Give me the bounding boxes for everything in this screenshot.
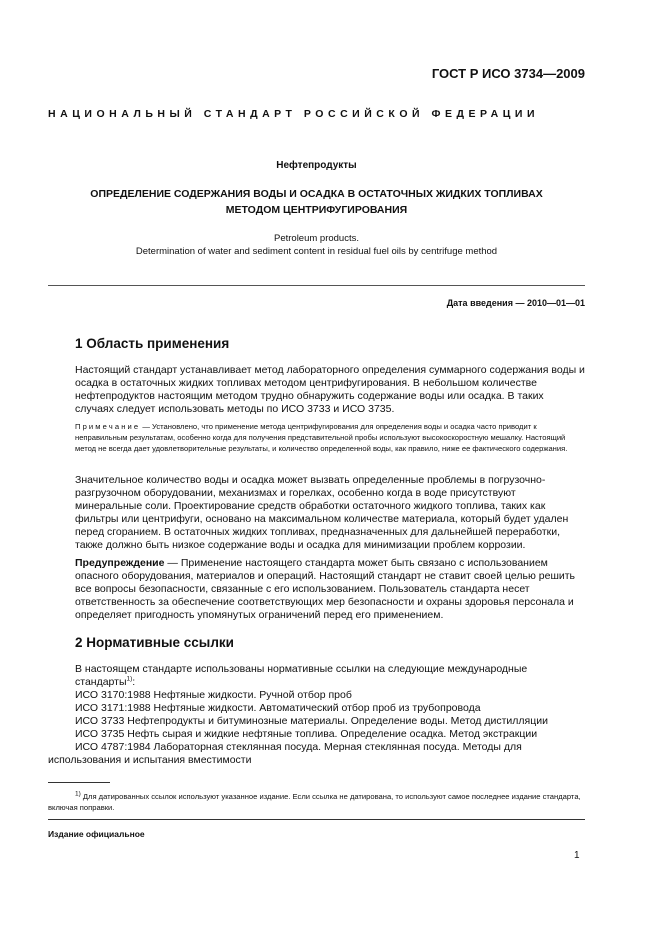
reference-item: ИСО 3733 Нефтепродукты и битуминозные материалы. Определение воды. Метод дистилляции: [75, 715, 548, 727]
edition-label: Издание официальное: [48, 829, 145, 839]
warning-text: — Применение настоящего стандарта может быть связано с использованием опасного оборудования, материалов и операций. Настоящий стандарт не ставит своей целью решить все вопросы безопасности, связанные с его использованием. Пользователь стандарта несет ответственность за обеспечение соответствующих мер безопасности и охраны здоровья персонала и определяет пригодность упомянутых ограничений перед его применением.: [75, 557, 576, 621]
page-number: 1: [574, 850, 580, 861]
english-title-line-2: Determination of water and sediment content in residual fuel oils by centrifuge method: [135, 246, 498, 257]
section-1-paragraph-2: Значительное количество воды и осадка может вызвать определенные проблемы в погрузочно-разгрузочном оборудовании, механизмах и горелках, особенно когда в воде присутствуют минеральные соли. Проектирование средств обработки остаточного жидкого топлива, таких как фильтры или центрифуги, основано на максимальном количестве материала, который будет удален перед сгоранием. В остаточных жидких топливах, предназначенных для дальнейшей переработки, также должно быть низкое содержание воды и осадка для минимизации проблем коррозии.: [75, 474, 569, 551]
footnote-marker: 1): [75, 790, 81, 798]
reference-list: [75, 689, 585, 754]
standard-id: ГОСТ Р ИСО 3734—2009: [431, 66, 585, 81]
section-1-note: [75, 421, 585, 455]
introduction-date: Дата введения — 2010—01—01: [446, 298, 585, 308]
footnote-text: Для датированных ссылок используют указанное издание. Если ссылка не датирована, то используют самое последнее издание стандарта, включая поправки.: [48, 792, 581, 812]
section-2-intro-text: В настоящем стандарте использованы нормативные ссылки на следующие международные стандарты: [75, 663, 528, 688]
english-title-line-1: Petroleum products.: [273, 233, 359, 244]
header-divider: [48, 285, 585, 286]
document-title: [48, 186, 585, 218]
section-2-heading: 2 Нормативные ссылки: [75, 635, 234, 650]
note-text: — Установлено, что применение метода центрифугирования для определения воды и осадка часто приводит к неправильным результатам, особенно когда для получения представительной пробы используют высокоскоростную мешалку. Настоящий метод не всегда дает удовлетворительные результаты, и количество определенной воды, как правило, ниже ее фактического содержания.: [75, 422, 568, 454]
reference-item: ИСО 3170:1988 Нефтяные жидкости. Ручной отбор проб: [75, 689, 352, 701]
edition-divider: [48, 819, 585, 820]
note-label: Примечание: [75, 422, 141, 431]
reference-item: ИСО 3735 Нефть сырая и жидкие нефтяные топлива. Определение осадка. Метод экстракции: [75, 728, 538, 740]
reference-item-continuation: использования и испытания вместимости: [48, 754, 252, 766]
title-line-1: ОПРЕДЕЛЕНИЕ СОДЕРЖАНИЯ ВОДЫ И ОСАДКА В ОСТАТОЧНЫХ ЖИДКИХ ТОПЛИВАХ: [90, 188, 543, 200]
section-2-intro-end: :: [132, 676, 136, 688]
section-1-heading: 1 Область применения: [75, 336, 230, 351]
national-standard-banner: НАЦИОНАЛЬНЫЙ СТАНДАРТ РОССИЙСКОЙ ФЕДЕРАЦИИ: [48, 108, 540, 120]
footnote-ref: 1): [126, 675, 133, 683]
warning-label: Предупреждение: [75, 557, 165, 569]
footnote: [48, 791, 585, 813]
english-title: [48, 232, 585, 258]
section-1-paragraph-1: Настоящий стандарт устанавливает метод лабораторного определения суммарного содержания воды и осадка в остаточных жидких топливах методом центрифугирования. В небольшом количестве нефтепродуктов настоящим методом трудно обнаружить содержание воды или осадка. В таких случаях следует использовать методы по ИСО 3733 и ИСО 3735.: [75, 364, 585, 415]
footnote-divider: [48, 782, 110, 783]
section-2-intro: [75, 663, 585, 689]
category-title: Нефтепродукты: [276, 160, 357, 171]
title-line-2: МЕТОДОМ ЦЕНТРИФУГИРОВАНИЯ: [225, 204, 408, 216]
section-1-warning: [75, 557, 585, 622]
reference-item: ИСО 3171:1988 Нефтяные жидкости. Автоматический отбор проб из трубопровода: [75, 702, 481, 714]
reference-item: ИСО 4787:1984 Лабораторная стеклянная посуда. Мерная стеклянная посуда. Методы для: [75, 741, 522, 753]
